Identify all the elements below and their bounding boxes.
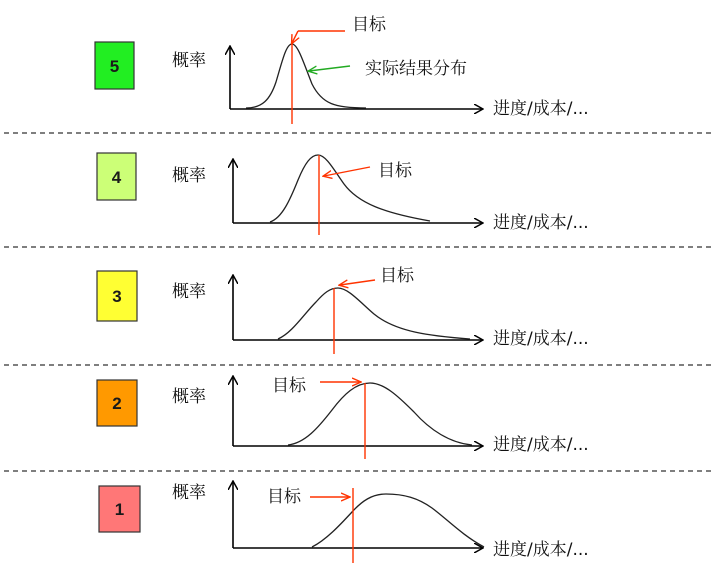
level-5-y-label: 概率 [172, 51, 206, 71]
level-5-target-arrow-head [292, 31, 298, 43]
level-1-x-label: 进度/成本/... [493, 540, 589, 560]
level-4-y-label: 概率 [172, 166, 206, 186]
level-5-distribution-label: 实际结果分布 [365, 59, 467, 79]
level-2-x-label: 进度/成本/... [493, 435, 589, 455]
level-1-distribution-curve [312, 494, 484, 547]
level-1-number: 1 [114, 500, 125, 519]
level-4-panel [97, 153, 589, 235]
level-3-target-arrow [340, 280, 375, 285]
level-1-panel [99, 482, 589, 563]
level-3-target-label: 目标 [380, 266, 414, 286]
level-5-number: 5 [109, 57, 120, 76]
level-4-number: 4 [111, 168, 122, 187]
level-5-distribution-curve [246, 44, 366, 108]
level-3-x-label: 进度/成本/... [493, 329, 589, 349]
level-1-y-label: 概率 [172, 483, 206, 503]
level-4-target-label: 目标 [378, 161, 412, 181]
level-2-target-label: 目标 [272, 376, 306, 396]
level-4-target-arrow [324, 167, 370, 176]
level-5-x-label: 进度/成本/... [493, 99, 589, 119]
level-3-panel [97, 266, 589, 354]
level-3-number: 3 [112, 287, 122, 306]
level-2-panel [97, 376, 589, 459]
level-2-y-label: 概率 [172, 387, 206, 407]
level-3-distribution-curve [278, 288, 470, 339]
level-2-number: 2 [112, 394, 122, 413]
level-2-distribution-curve [288, 383, 472, 445]
level-4-x-label: 进度/成本/... [493, 213, 589, 233]
level-1-target-label: 目标 [267, 487, 301, 507]
level-5-panel [95, 15, 589, 124]
level-5-distribution-arrow [309, 66, 350, 71]
level-3-y-label: 概率 [172, 282, 206, 302]
level-5-target-label: 目标 [352, 15, 386, 35]
